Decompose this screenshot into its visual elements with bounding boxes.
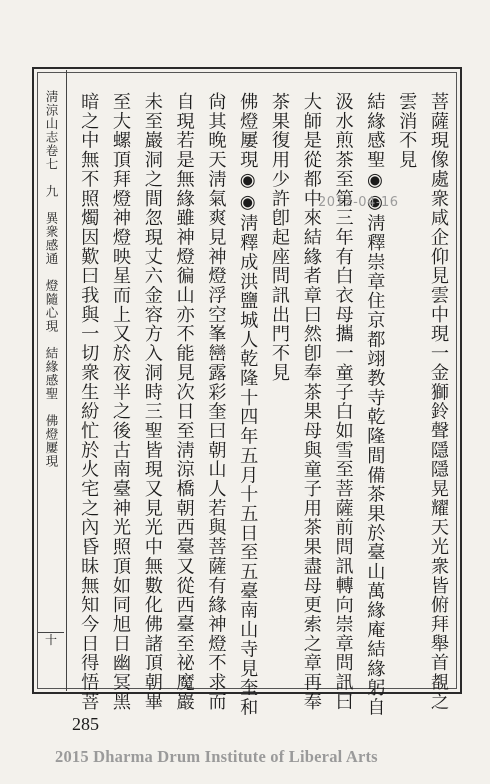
folio-number: 十 bbox=[38, 632, 64, 647]
text-column: 至大螺頂拜燈神燈映星而上又於夜半之後古南臺神光照頂如同旭日幽冥黑 bbox=[110, 92, 132, 712]
text-column: 未至巖洞之間忽現丈六金容方入洞時三聖皆現又見光中無數化佛諸頂朝畢 bbox=[141, 92, 163, 712]
text-column: 菩薩現像處衆咸企仰見雲中現一金獅鈴聲隱隱晃耀天光衆皆俯拜舉首覩之 bbox=[428, 92, 449, 712]
header-divider bbox=[66, 70, 67, 691]
text-column: 茶果復用少許卽起座問訊出門不見 bbox=[269, 92, 291, 383]
page-number: 285 bbox=[72, 714, 99, 734]
text-column: 自現若是無緣雖神燈徧山亦不能見次日至淸涼橋朝西臺又從西臺至祕魔巖 bbox=[173, 92, 195, 712]
text-column: 汲水煎茶至第三年有白衣母攜一童子白如雪至菩薩前問訊轉向崇章問訊曰 bbox=[332, 92, 354, 712]
copyright-watermark: 2015 Dharma Drum Institute of Liberal Arts bbox=[55, 747, 378, 766]
text-column: 雲消不見 bbox=[396, 92, 418, 170]
text-column: 暗之中無不照燭因歎曰我與一切衆生紛忙於火宅之內昏昧無知今日得悟菩 bbox=[78, 92, 100, 712]
date-watermark: 2012-04-16 bbox=[318, 195, 399, 210]
text-column: 結緣感聖◉◉淸釋崇章住京都翊教寺乾隆間備茶果於臺山萬緣庵結緣躬自 bbox=[364, 92, 386, 717]
body-text bbox=[72, 92, 454, 717]
running-title: 淸涼山志卷七 九 異衆感通 燈隨心現 結緣感聖 佛燈屢現 bbox=[44, 90, 59, 468]
text-column: 大師是從都中來結緣者章曰然卽奉茶果母與童子用茶果盡母更索之章再奉 bbox=[300, 92, 322, 712]
text-column: 尙其晚天淸氣爽見神燈浮空峯巒露彩奎曰朝山人若與菩薩有緣神燈不求而 bbox=[205, 92, 227, 712]
text-column: 佛燈屢現◉◉淸釋成洪鹽城人乾隆十四年五月十五日至五臺南山寺見奎和 bbox=[237, 92, 259, 717]
